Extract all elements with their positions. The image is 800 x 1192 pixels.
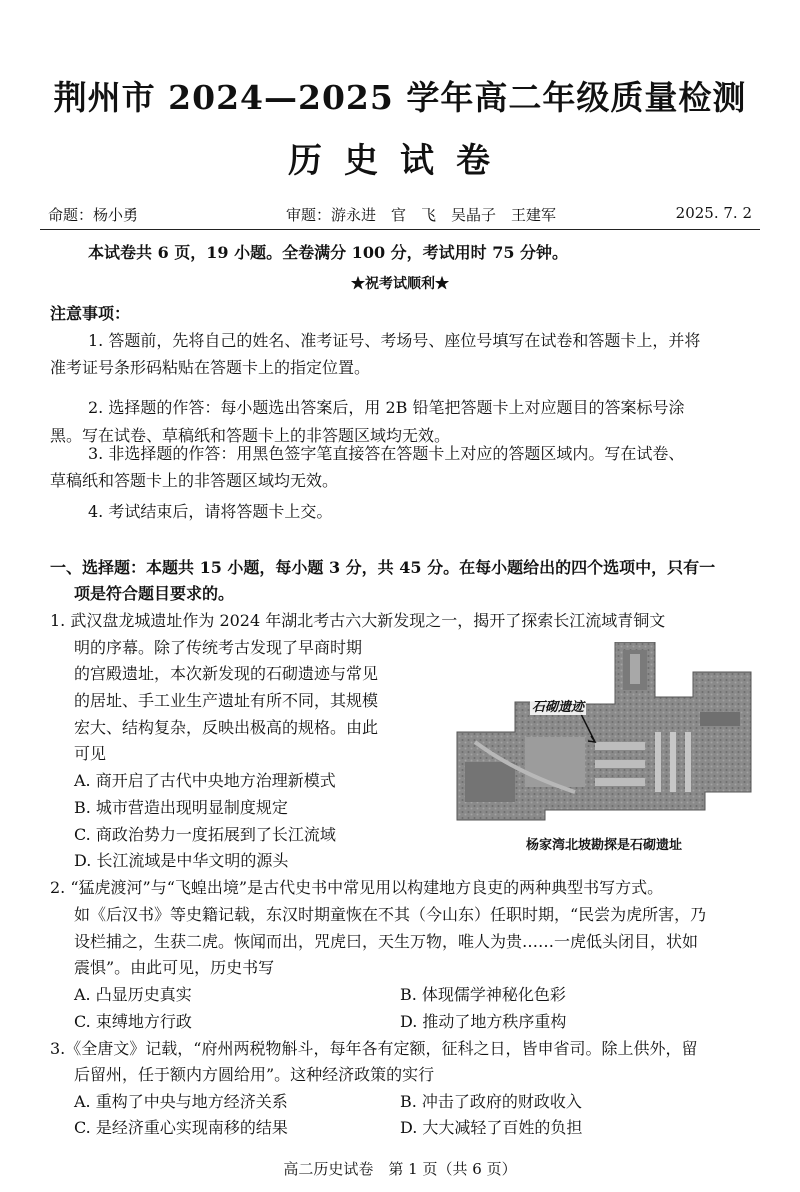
section-heading: 一、选择题：本题共 15 小题，每小题 3 分，共 45 分。在每小题给出的四个选项中，只有一: [50, 558, 716, 577]
figure-label: 石砌遗迹: [530, 696, 586, 715]
q2-option-d: D. 推动了地方秩序重构: [400, 1012, 567, 1031]
q1-stem-line: 的居址、手工业生产遗址有所不同，其规模: [74, 691, 379, 710]
notes-line: 4. 考试结束后，请将答题卡上交。: [88, 502, 333, 521]
subject-title: 历史试卷: [288, 141, 512, 181]
reviewers: 审题：游永进 官 飞 吴晶子 王建军: [286, 206, 557, 224]
notes-line: 1. 答题前，先将自己的姓名、准考证号、考场号、座位号填写在试卷和答题卡上，并将: [88, 331, 701, 350]
q3-option-d: D. 大大减轻了百姓的负担: [400, 1118, 583, 1137]
page-footer: 高二历史试卷 第 1 页（共 6 页）: [283, 1160, 517, 1178]
notes-line: 草稿纸和答题卡上的非答题区域均无效。: [50, 471, 339, 490]
section-heading-cont: 项是符合题目要求的。: [74, 584, 235, 603]
q1-stem-line: 1. 武汉盘龙城遗址作为 2024 年湖北考古六大新发现之一，揭开了探索长江流域青铜文: [50, 611, 666, 630]
q3-stem-line: 3.《全唐文》记载，“府州两税物斛斗，每年各有定额，征科之日，皆申省司。除上供外，留: [50, 1039, 698, 1058]
q2-stem-line: 2. “猛虎渡河”与“飞蝗出境”是古代史书中常见用以构建地方良吏的两种典型书写方式。: [50, 878, 664, 897]
exam-meta-row: [48, 204, 752, 226]
good-luck-banner: ★祝考试顺利★: [351, 276, 449, 292]
q3-stem-line: 后留州，任于额内方圆给用”。这种经济政策的实行: [74, 1065, 435, 1084]
q2-option-a: A. 凸显历史真实: [74, 985, 192, 1004]
notes-heading: 注意事项：: [50, 304, 131, 323]
q1-option-a: A. 商开启了古代中央地方治理新模式: [74, 771, 336, 790]
q3-option-b: B. 冲击了政府的财政收入: [400, 1092, 582, 1111]
notes-line: 3. 非选择题的作答：用黑色签字笔直接答在答题卡上对应的答题区域内。写在试卷、: [88, 444, 685, 463]
q3-option-a: A. 重构了中央与地方经济关系: [74, 1092, 288, 1111]
q2-stem-line: 设栏捕之，生获二虎。恢闻而出，咒虎曰，天生万物，唯人为贵……一虎低头闭目，状如: [74, 932, 699, 951]
notes-line: 2. 选择题的作答：每小题选出答案后，用 2B 铅笔把答题卡上对应题目的答案标号涂: [88, 398, 685, 417]
exam-title: 荆州市 2024—2025 学年高二年级质量检测: [53, 78, 747, 117]
q1-stem-line: 可见: [74, 744, 107, 763]
q1-stem-line: 明的序幕。除了传统考古发现了早商时期: [74, 638, 363, 657]
header-divider: [40, 229, 760, 230]
q3-option-c: C. 是经济重心实现南移的结果: [74, 1118, 288, 1137]
q2-option-c: C. 束缚地方行政: [74, 1012, 192, 1031]
q2-option-b: B. 体现儒学神秘化色彩: [400, 985, 566, 1004]
q1-option-b: B. 城市营造出现明显制度规定: [74, 798, 288, 817]
q1-option-c: C. 商政治势力一度拓展到了长江流域: [74, 825, 336, 844]
exam-date: 2025. 7. 2: [675, 204, 752, 222]
proposer: 命题：杨小勇: [48, 206, 139, 224]
q1-option-d: D. 长江流域是中华文明的源头: [74, 851, 289, 870]
q2-stem-line: 震惧”。由此可见，历史书写: [74, 958, 275, 977]
notes-line: 准考证号条形码粘贴在答题卡上的指定位置。: [50, 358, 371, 377]
excavation-site-photo: [455, 642, 753, 844]
q2-stem-line: 如《后汉书》等史籍记载，东汉时期童恢在不其（今山东）任职时期，“民尝为虎所害，乃: [74, 905, 707, 924]
exam-summary: 本试卷共 6 页，19 小题。全卷满分 100 分，考试用时 75 分钟。: [88, 243, 569, 262]
notes-line: 黑。写在试卷、草稿纸和答题卡上的非答题区域均无效。: [50, 426, 451, 445]
figure-caption: 杨家湾北坡勘探是石砌遗址: [525, 838, 682, 853]
q1-stem-line: 的宫殿遗址，本次新发现的石砌遗迹与常见: [74, 664, 379, 683]
q1-stem-line: 宏大、结构复杂，反映出极高的规格。由此: [74, 718, 379, 737]
